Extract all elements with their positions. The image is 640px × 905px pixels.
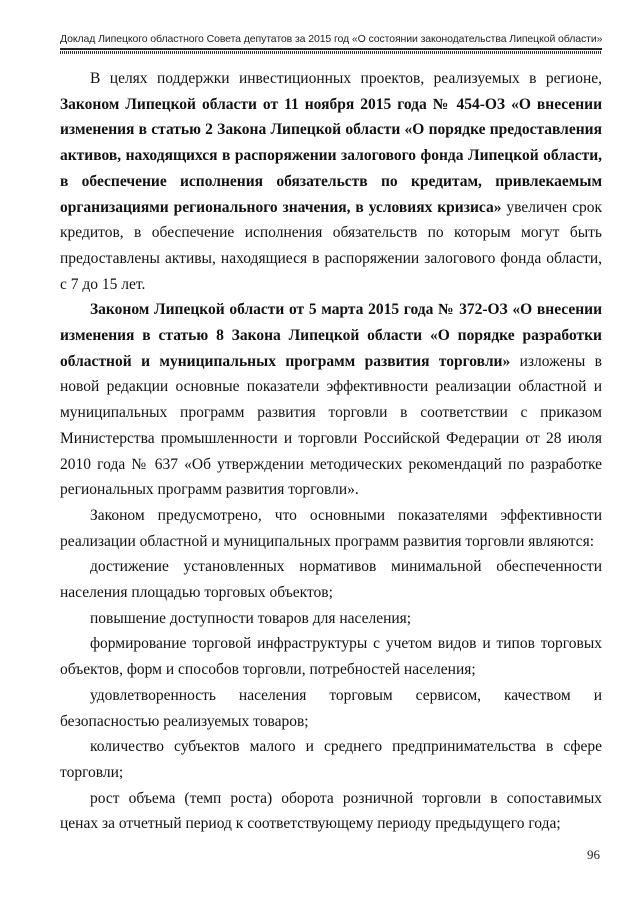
document-body (60, 66, 602, 837)
paragraph-2-rest: изложены в новой редакции основные показатели эффективности реализации областной и муниципальных программ развития торговли в соответствии с приказом Министерства промышленности и торговли Российской Федерации от 28 июля 2010 года № 637 «Об утверждении методических рекомендаций по разработке региональных программ развития торговли». (60, 352, 602, 499)
header-rule (60, 48, 602, 50)
list-item-3: формирование торговой инфраструктуры с учетом видов и типов торговых объектов, форм и способов торговли, потребностей населения; (60, 635, 602, 679)
page-number: 96 (587, 847, 600, 862)
paragraph-1 (60, 66, 602, 297)
list-item-4: удовлетворенность населения торговым сервисом, качеством и безопасностью реализуемых товаров; (60, 686, 602, 730)
paragraph-1-rest: увеличен срок кредитов, в обеспечение исполнения обязательств по которым могут быть предоставлены активы, находящиеся в распоряжении залогового фонда области, с 7 до 15 лет. (60, 198, 602, 293)
paragraph-2 (60, 297, 602, 503)
paragraph-1-intro: В целях поддержки инвестиционных проектов, реализуемых в регионе, (90, 70, 602, 87)
list-item-6: рост объема (темп роста) оборота розничной торговли в сопоставимых ценах за отчетный период к соответствующему периоду предыдущего года; (60, 789, 602, 833)
running-header: Доклад Липецкого областного Совета депутатов за 2015 год «О состоянии законодательства Липецкой области» (60, 33, 603, 45)
list-item-1: достижение установленных нормативов минимальной обеспеченности населения площадью торговых объектов; (60, 558, 602, 602)
paragraph-3: Законом предусмотрено, что основными показателями эффективности реализации областной и муниципальных программ развития торговли являются: (60, 506, 602, 550)
paragraph-2-law-title: Законом Липецкой области от 5 марта 2015 года № 372-ОЗ «О внесении изменения в статью 8 Закона Липецкой области «О порядке разработки областной и муниципальных программ развития торговли» (60, 301, 602, 370)
header-rule-pattern (60, 51, 602, 54)
list-item-2: повышение доступности товаров для населения; (90, 609, 412, 627)
list-item-5: количество субъектов малого и среднего предпринимательства в сфере торговли; (60, 738, 602, 781)
paragraph-1-law-title: Законом Липецкой области от 11 ноября 2015 года № 454-ОЗ «О внесении изменения в статью 2 Закона Липецкой области «О порядке предоставления активов, находящихся в распоряжении залогового фонда Липецкой области, в обеспечение исполнения обязательств по кредитам, привлекаемым организациями регионального значения, в условиях кризиса» (60, 95, 602, 216)
